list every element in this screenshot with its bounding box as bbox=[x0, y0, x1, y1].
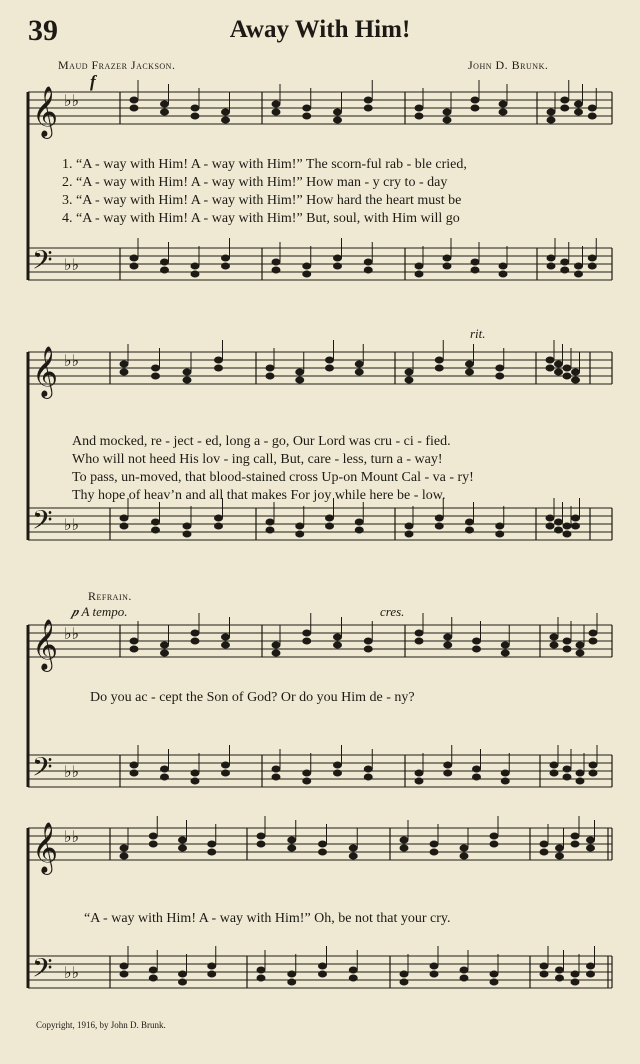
bass-clef: 𝄢 bbox=[32, 244, 53, 282]
key-signature: ♭♭ bbox=[64, 963, 80, 982]
forte-marking: f bbox=[90, 72, 96, 91]
cres-marking: cres. bbox=[380, 604, 405, 619]
verse-3-line-2: To pass, un-moved, that blood-stained cross Up-on Mount Cal - va - ry! bbox=[72, 470, 474, 485]
bass-clef: 𝄢 bbox=[32, 504, 53, 542]
bass-clef: 𝄢 bbox=[32, 751, 53, 789]
bass-clef: 𝄢 bbox=[32, 952, 53, 990]
verse-1-line-1: 1. “A - way with Him! A - way with Him!” The scorn-ful rab - ble cried, bbox=[62, 157, 467, 172]
treble-clef: 𝄞 bbox=[32, 86, 59, 137]
verse-2-line-1: 2. “A - way with Him! A - way with Him!” How man - y cry to - day bbox=[62, 175, 448, 190]
composer-credit: John D. Brunk. bbox=[468, 58, 549, 72]
treble-clef: 𝄞 bbox=[32, 822, 59, 873]
rit-marking: rit. bbox=[470, 326, 486, 341]
verse-4-line-1: 4. “A - way with Him! A - way with Him!” But, soul, with Him will go bbox=[62, 211, 460, 226]
key-signature: ♭♭ bbox=[64, 762, 80, 781]
treble-clef: 𝄞 bbox=[32, 346, 59, 397]
refrain-line-2: “A - way with Him! A - way with Him!” Oh, be not that your cry. bbox=[84, 911, 451, 926]
treble-clef: 𝄞 bbox=[32, 619, 59, 670]
verse-1-line-2: And mocked, re - ject - ed, long a - go, Our Lord was cru - ci - fied. bbox=[72, 434, 451, 449]
key-signature: ♭♭ bbox=[64, 515, 80, 534]
key-signature: ♭♭ bbox=[64, 827, 80, 846]
copyright-notice: Copyright, 1916, by John D. Brunk. bbox=[36, 1020, 166, 1030]
verse-4-line-2: Thy hope of heav’n and all that makes For joy while here be - low. bbox=[72, 488, 446, 503]
verse-3-line-1: 3. “A - way with Him! A - way with Him!” How hard the heart must be bbox=[62, 193, 462, 208]
key-signature: ♭♭ bbox=[64, 351, 80, 370]
key-signature: ♭♭ bbox=[64, 624, 80, 643]
refrain-label: Refrain. bbox=[88, 589, 132, 603]
key-signature: ♭♭ bbox=[64, 91, 80, 110]
author-credit: Maud Frazer Jackson. bbox=[58, 58, 176, 72]
hymn-title: Away With Him! bbox=[229, 16, 411, 43]
verse-2-line-2: Who will not heed His lov - ing call, But, care - less, turn a - way! bbox=[72, 452, 443, 467]
a-tempo-marking: 𝆏 A tempo. bbox=[72, 604, 128, 619]
refrain-line-1: Do you ac - cept the Son of God? Or do you Him de - ny? bbox=[90, 690, 415, 705]
key-signature: ♭♭ bbox=[64, 255, 80, 274]
page-number: 39 bbox=[28, 14, 58, 47]
